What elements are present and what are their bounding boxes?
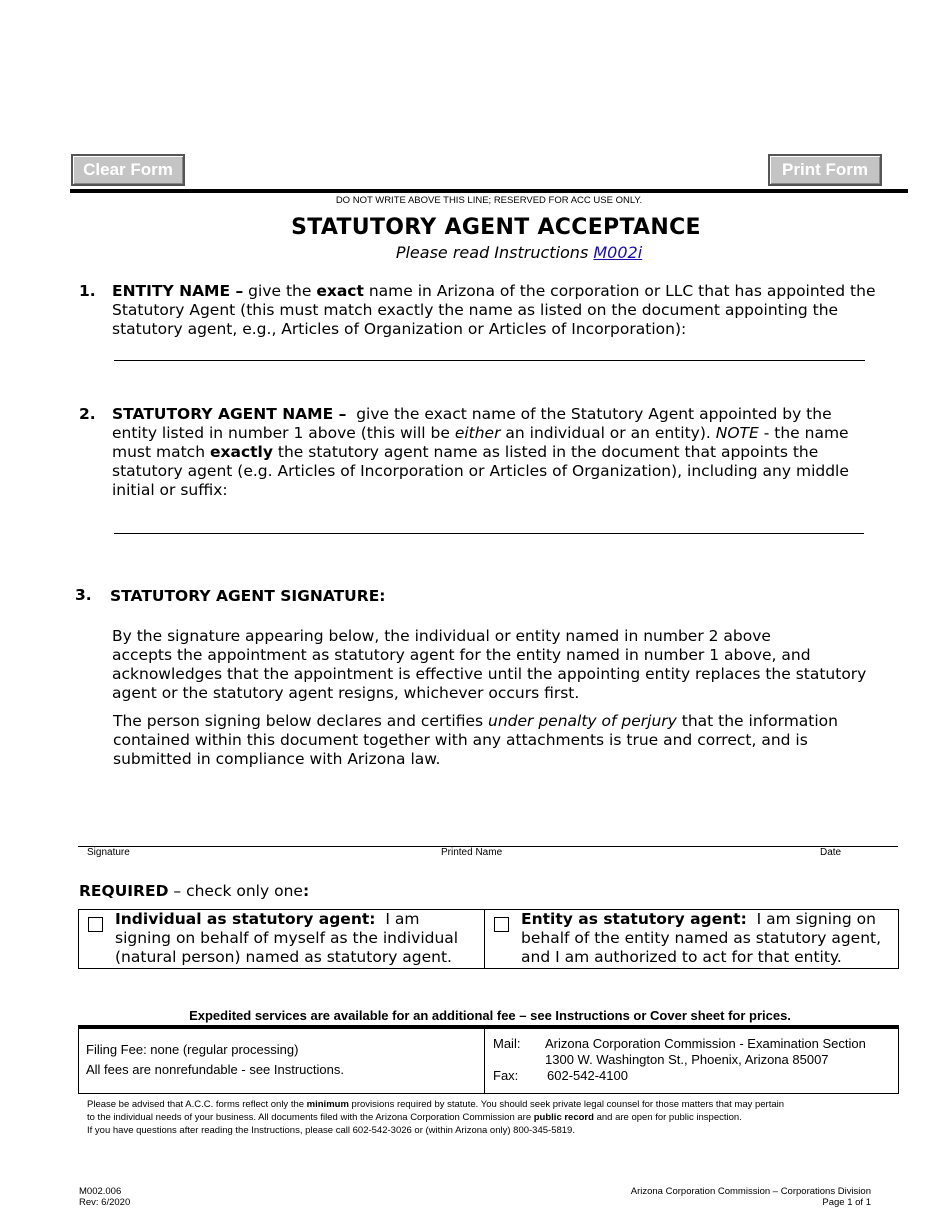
s1-text-b: name in Arizona of the corporation or LLC that has appointed the xyxy=(368,282,876,300)
page-number: Page 1 of 1 xyxy=(822,1197,871,1208)
form-number xyxy=(79,1186,130,1208)
form-rev: Rev: 6/2020 xyxy=(79,1197,131,1208)
individual-title: Individual as statutory agent: xyxy=(115,910,376,928)
s3-p1-l2: accepts the appointment as statutory agent for the entity named in number 1 above, and xyxy=(112,646,811,664)
entity-title: Entity as statutory agent: xyxy=(521,910,747,928)
mail-label: Mail: xyxy=(493,1036,521,1051)
s3-p2-l1b: that the information xyxy=(681,712,838,730)
reserved-divider xyxy=(70,189,908,193)
s2-line3a: must match xyxy=(112,443,206,461)
section-2-heading: STATUTORY AGENT NAME – xyxy=(112,405,347,423)
perjury-paragraph xyxy=(113,712,903,769)
section-1-text xyxy=(112,282,902,339)
s2-exactly: exactly xyxy=(209,443,273,461)
s2-note: NOTE xyxy=(715,424,759,442)
printed-name-label: Printed Name xyxy=(441,847,503,858)
individual-checkbox[interactable] xyxy=(88,917,103,932)
subtitle-text: Please read Instructions xyxy=(395,243,589,262)
entity-option-text xyxy=(521,910,896,967)
agency-name: Arizona Corporation Commission – Corporations Division xyxy=(630,1186,871,1197)
disclaimer-l3: If you have questions after reading the Instructions, please call 602-542-3026 or (within Arizona only) 800-345-5819. xyxy=(87,1125,575,1136)
form-no: M002.006 xyxy=(79,1186,122,1197)
s1-text-a: give the xyxy=(248,282,312,300)
entity-l2: behalf of the entity named as statutory agent, xyxy=(521,929,882,947)
section-1-number: 1. xyxy=(79,282,96,300)
fax-number: 602-542-4100 xyxy=(547,1068,628,1083)
signature-label: Signature xyxy=(87,847,130,858)
clear-form-button[interactable]: Clear Form xyxy=(71,154,185,186)
entity-l3: and I am authorized to act for that entity. xyxy=(521,948,842,966)
s2-line3b: the statutory agent name as listed in the document that appoints the xyxy=(277,443,819,461)
disclaimer-l1a: Please be advised that A.C.C. forms reflect only the xyxy=(87,1099,305,1110)
disclaimer-minimum: minimum xyxy=(306,1099,349,1110)
individual-l2: signing on behalf of myself as the individual xyxy=(115,929,459,947)
page-title: STATUTORY AGENT ACCEPTANCE xyxy=(291,215,701,240)
individual-option-text xyxy=(115,910,480,967)
statutory-agent-name-field[interactable] xyxy=(114,533,864,534)
reserved-notice: DO NOT WRITE ABOVE THIS LINE; RESERVED FOR ACC USE ONLY. xyxy=(335,195,643,206)
s3-perjury: under penalty of perjury xyxy=(488,712,677,730)
individual-l3: (natural person) named as statutory agent. xyxy=(115,948,452,966)
s1-line2: Statutory Agent (this must match exactly the name as listed on the document appointing the xyxy=(112,301,839,319)
instructions-link[interactable]: M002i xyxy=(593,243,643,262)
instructions-subtitle xyxy=(0,243,950,262)
mail-address-line2: 1300 W. Washington St., Phoenix, Arizona 85007 xyxy=(545,1052,829,1067)
entity-checkbox[interactable] xyxy=(494,917,509,932)
s3-p2-l3: submitted in compliance with Arizona law. xyxy=(113,750,441,768)
disclaimer-l2b: and are open for public inspection. xyxy=(596,1112,742,1123)
options-divider xyxy=(484,909,485,969)
individual-l1: I am xyxy=(385,910,420,928)
s2-line2c: - the name xyxy=(763,424,849,442)
footer-agency xyxy=(631,1186,871,1208)
section-1-heading: ENTITY NAME – xyxy=(112,282,244,300)
date-label: Date xyxy=(820,847,842,858)
required-heading xyxy=(79,882,309,901)
acceptance-paragraph xyxy=(112,627,902,703)
required-text: – check only one xyxy=(173,882,303,900)
entity-name-field[interactable] xyxy=(114,360,865,361)
entity-l1: I am signing on xyxy=(756,910,876,928)
disclaimer xyxy=(87,1098,907,1137)
s1-line3: statutory agent, e.g., Articles of Organization or Articles of Incorporation): xyxy=(112,320,687,338)
s2-line4: statutory agent (e.g. Articles of Incorporation or Articles of Organization), including any middle xyxy=(112,462,849,480)
s3-p2-l1a: The person signing below declares and certifies xyxy=(113,712,484,730)
s3-p1-l1: By the signature appearing below, the individual or entity named in number 2 above xyxy=(112,627,771,645)
s1-exact: exact xyxy=(316,282,364,300)
s2-either: either xyxy=(454,424,501,442)
disclaimer-l1b: provisions required by statute. You should seek private legal counsel for those matters that may pertain xyxy=(351,1099,785,1110)
section-2-text xyxy=(112,405,902,500)
filing-fee: Filing Fee: none (regular processing) xyxy=(86,1042,299,1057)
section-3-number: 3. xyxy=(75,586,92,604)
s2-line5: initial or suffix: xyxy=(112,481,228,499)
expedited-notice: Expedited services are available for an additional fee – see Instructions or Cover sheet for prices. xyxy=(189,1008,791,1023)
print-form-button[interactable]: Print Form xyxy=(768,154,882,186)
section-2-number: 2. xyxy=(79,405,96,423)
fees-divider xyxy=(484,1028,485,1094)
disclaimer-l2a: to the individual needs of your business. All documents filed with the Arizona Corporation Commission are xyxy=(87,1112,532,1123)
s2-line1: give the exact name of the Statutory Agent appointed by the xyxy=(356,405,832,423)
section-3-heading: STATUTORY AGENT SIGNATURE: xyxy=(110,587,386,605)
s2-line2b: an individual or an entity). xyxy=(505,424,711,442)
mail-address-line1: Arizona Corporation Commission - Examination Section xyxy=(545,1036,866,1051)
s3-p1-l4: agent or the statutory agent resigns, whichever occurs first. xyxy=(112,684,580,702)
s3-p1-l3: acknowledges that the appointment is effective until the appointing entity replaces the statutory xyxy=(112,665,867,683)
s3-p2-l2: contained within this document together with any attachments is true and correct, and is xyxy=(113,731,808,749)
nonrefundable-note: All fees are nonrefundable - see Instructions. xyxy=(86,1062,344,1077)
fax-label: Fax: xyxy=(493,1068,519,1083)
disclaimer-public-record: public record xyxy=(533,1112,594,1123)
s2-line2a: entity listed in number 1 above (this will be xyxy=(112,424,450,442)
required-label: REQUIRED xyxy=(79,882,169,900)
required-colon: : xyxy=(302,882,310,900)
